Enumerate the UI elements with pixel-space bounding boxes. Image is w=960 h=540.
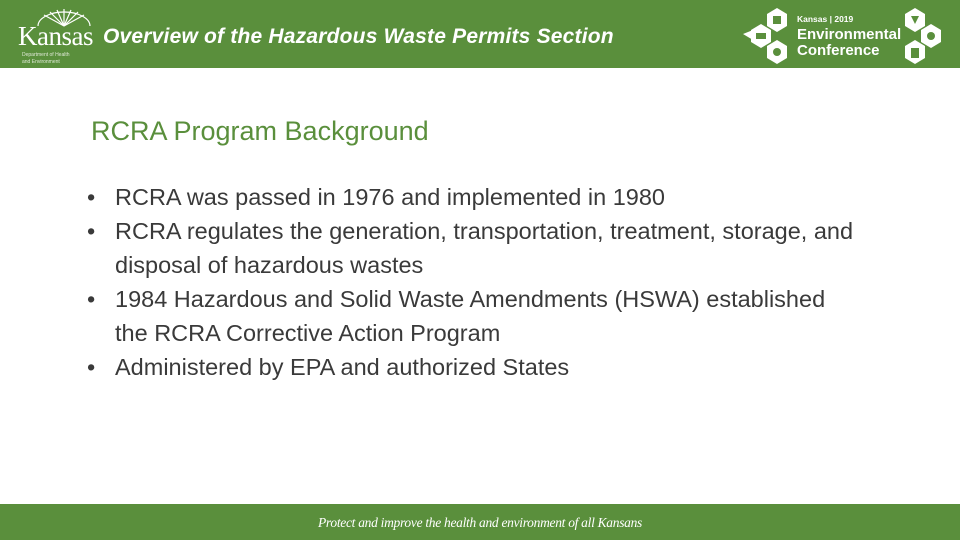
header-title: Overview of the Hazardous Waste Permits Section <box>103 25 614 48</box>
bullet-icon: • <box>87 354 96 380</box>
bullet-icon: • <box>87 184 96 210</box>
bullet-text: RCRA regulates the generation, transportation, treatment, storage, and disposal of hazardous wastes <box>115 218 854 278</box>
footer-bar <box>0 504 960 540</box>
kdhe-logo <box>8 6 96 65</box>
bullet-item <box>87 180 857 214</box>
conference-logo <box>735 6 955 64</box>
bullet-text: 1984 Hazardous and Solid Waste Amendments (HSWA) established the RCRA Corrective Action Program <box>115 286 826 346</box>
bullet-icon: • <box>87 218 96 244</box>
bullet-text: RCRA was passed in 1976 and implemented in 1980 <box>115 184 665 210</box>
footer-tagline: Protect and improve the health and environment of all Kansans <box>317 515 643 530</box>
bullet-item <box>87 282 857 350</box>
conference-text <box>797 15 901 59</box>
header-bar <box>0 0 960 68</box>
bullet-list <box>87 180 857 384</box>
bullet-text: Administered by EPA and authorized States <box>115 354 570 380</box>
conference-year: Kansas | 2019 <box>797 14 854 24</box>
conference-name-line2: Conference <box>797 41 880 59</box>
bullet-item <box>87 214 857 282</box>
bullet-item <box>87 350 857 384</box>
bullet-icon: • <box>87 286 96 312</box>
slide-title: RCRA Program Background <box>91 116 429 146</box>
logo-wordmark: Kansas <box>18 21 93 51</box>
conference-name-line1: Environmental <box>797 25 902 43</box>
logo-subtitle-line1: Department of Health <box>22 52 70 58</box>
logo-subtitle-line2: and Environment <box>22 59 60 65</box>
